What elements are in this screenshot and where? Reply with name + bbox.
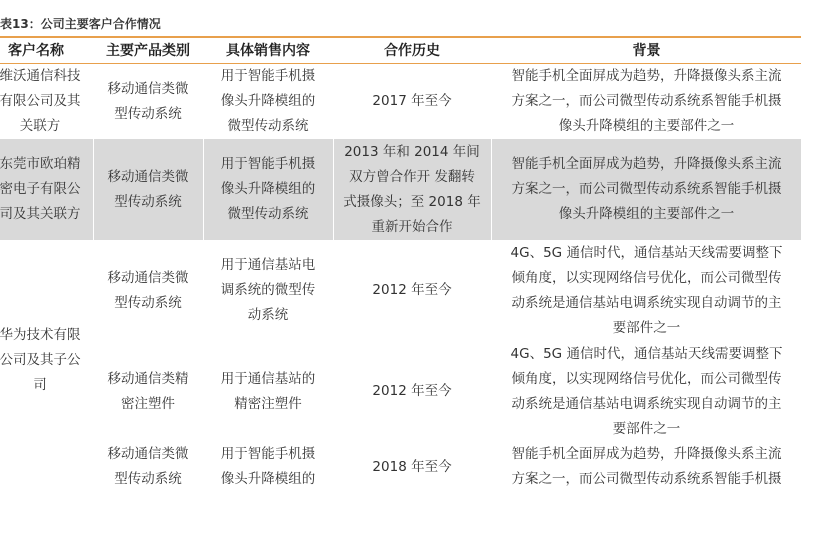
table-row-3c-background: 智能手机全面屏成为趋势，升降摄像头系主流 方案之一，而公司微型传动系统系智能手机摄 <box>511 446 782 487</box>
table-row-3-customer: 华为技术有限 公司及其子公 司 <box>0 326 81 393</box>
table-row-3a-background: 4G、5G 通信时代，通信基站天线需要调整下 倾角度，以实现网络信号优化，而公司微型传 动系统是通信基站电调系统实现自动调节的主 要部件之一 <box>510 244 783 336</box>
table-row-1-history: 2017 年至今 <box>372 93 452 109</box>
table-caption: 表13：公司主要客户合作情况 <box>0 17 161 31</box>
table-row-3b-product: 移动通信类精 密注塑件 <box>107 370 189 412</box>
table-row-2-customer: 东莞市欧珀精 密电子有限公 司及其关联方 <box>0 156 81 222</box>
table-row-3b-content: 用于通信基站的 精密注塑件 <box>220 370 316 412</box>
table-row-3b-history: 2012 年至今 <box>372 383 452 399</box>
table-row-3a-product: 移动通信类微 型传动系统 <box>107 269 189 311</box>
table-row-3c-content: 用于智能手机摄 像头升降模组的 <box>220 446 316 487</box>
table-row-1-content: 用于智能手机摄 像头升降模组的 微型传动系统 <box>220 68 316 134</box>
table-row-3a-history: 2012 年至今 <box>372 282 452 298</box>
table-row-3a-content: 用于通信基站电 调系统的微型传 动系统 <box>220 257 316 323</box>
table-row-2-background: 智能手机全面屏成为趋势，升降摄像头系主流 方案之一，而公司微型传动系统系智能手机摄 像头升降模组的主要部件之一 <box>511 156 782 222</box>
table-row-3c-history: 2018 年至今 <box>372 458 452 475</box>
caption-rule <box>0 36 801 38</box>
table-row-2-history: 2013 年和 2014 年间 双方曾合作开 发翻转 式摄像头；至 2018 年 重新开始合作 <box>343 143 481 235</box>
table-row-2-content: 用于智能手机摄 像头升降模组的 微型传动系统 <box>220 156 316 222</box>
table-row-3c-product: 移动通信类微 型传动系统 <box>107 446 189 487</box>
header-history: 合作历史 <box>384 43 440 59</box>
table-row-1-product: 移动通信类微 型传动系统 <box>107 80 189 122</box>
table-row-2-product: 移动通信类微 型传动系统 <box>107 168 189 210</box>
header-background: 背景 <box>632 43 661 59</box>
table-row-1-customer: 维沃通信科技 有限公司及其 关联方 <box>0 68 81 134</box>
header-content: 具体销售内容 <box>226 43 310 59</box>
table-row-1-background: 智能手机全面屏成为趋势，升降摄像头系主流 方案之一，而公司微型传动系统系智能手机摄 像头升降模组的主要部件之一 <box>511 68 782 134</box>
table-row-3b-background: 4G、5G 通信时代，通信基站天线需要调整下 倾角度，以实现网络信号优化，而公司微型传 动系统是通信基站电调系统实现自动调节的主 要部件之一 <box>510 345 783 437</box>
header-customer: 客户名称 <box>8 43 64 59</box>
header-product: 主要产品类别 <box>106 43 190 59</box>
